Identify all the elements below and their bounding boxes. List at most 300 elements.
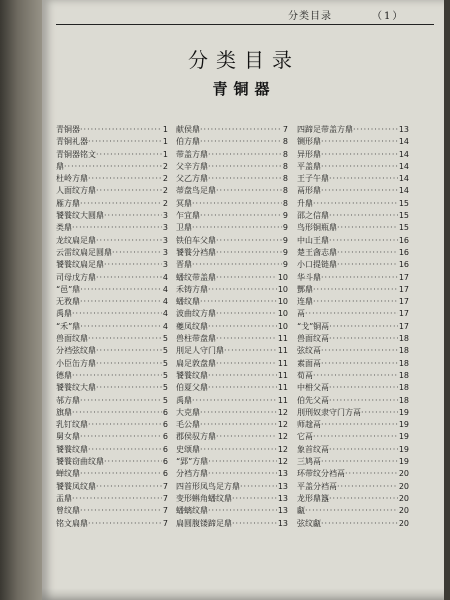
index-entry <box>56 382 168 394</box>
entry-title: 饕餮纹鼎 <box>176 370 208 380</box>
entry-title: 饕餮窃曲纹鼎 <box>56 457 104 467</box>
entry-title: 铡形鼎 <box>297 137 321 147</box>
index-entry <box>56 308 168 320</box>
leader-dots <box>232 493 277 505</box>
entry-page-number: 11 <box>277 370 288 380</box>
index-entry <box>176 333 288 345</box>
index-entry <box>176 505 288 517</box>
entry-page-number: 2 <box>162 174 168 184</box>
leader-dots <box>208 456 277 468</box>
entry-page-number: 12 <box>277 432 288 442</box>
entry-page-number: 17 <box>398 309 409 319</box>
leader-dots <box>104 210 162 222</box>
entry-title: 舅女鼎 <box>56 432 80 442</box>
index-entry <box>176 235 288 247</box>
entry-page-number: 8 <box>282 198 288 208</box>
leader-dots <box>353 124 398 136</box>
entry-title: 荀鬲 <box>297 370 313 380</box>
entry-page-number: 20 <box>398 481 409 491</box>
entry-title: 父辛方鼎 <box>176 161 208 171</box>
entry-page-number: 12 <box>277 457 288 467</box>
entry-page-number: 8 <box>282 186 288 196</box>
entry-page-number: 13 <box>277 493 288 503</box>
entry-page-number: 6 <box>162 432 168 442</box>
leader-dots <box>321 358 398 370</box>
entry-page-number: 4 <box>162 272 168 282</box>
entry-page-number: 1 <box>162 149 168 159</box>
leader-dots <box>313 198 398 210</box>
index-entry <box>176 518 288 530</box>
index-entry <box>56 136 168 148</box>
leader-dots <box>80 505 162 517</box>
book-spine-edge <box>0 0 44 600</box>
index-entry <box>297 161 409 173</box>
entry-page-number: 13 <box>277 481 288 491</box>
leader-dots <box>64 161 162 173</box>
entry-page-number: 10 <box>277 297 288 307</box>
entry-title: 夔凤纹鼎 <box>176 321 208 331</box>
index-entry <box>176 124 288 136</box>
entry-page-number: 17 <box>398 297 409 307</box>
entry-title: 父乙方鼎 <box>176 174 208 184</box>
leader-dots <box>329 210 398 222</box>
entry-title: 晋鼎 <box>176 260 192 270</box>
entry-page-number: 5 <box>162 346 168 356</box>
leader-dots <box>305 505 398 517</box>
leader-dots <box>232 518 277 530</box>
leader-dots <box>200 419 277 431</box>
leader-dots <box>305 308 398 320</box>
leader-dots <box>80 468 162 480</box>
leader-dots <box>216 333 277 345</box>
entry-title: “郢”方鼎 <box>176 457 209 467</box>
index-entry <box>176 259 288 271</box>
leader-dots <box>208 382 277 394</box>
entry-page-number: 6 <box>162 407 168 417</box>
entry-title: 变形蝌角蟠纹鼎 <box>176 493 232 503</box>
entry-title: 中枏父鬲 <box>297 383 329 393</box>
leader-dots <box>80 431 162 443</box>
page-title: 分类目录 <box>188 48 300 72</box>
entry-title: 献侯鼎 <box>176 125 200 134</box>
leader-dots <box>80 395 162 407</box>
index-column-1 <box>56 124 168 530</box>
entry-title: 邿方鼎 <box>56 395 80 405</box>
entry-title: 乍宜鼎 <box>176 211 200 221</box>
index-entry <box>56 149 168 161</box>
index-entry <box>56 407 168 419</box>
entry-title: 它鬲 <box>297 432 313 442</box>
entry-page-number: 6 <box>162 444 168 454</box>
leader-dots <box>321 518 398 530</box>
index-entry <box>56 395 168 407</box>
index-entry <box>56 247 168 259</box>
leader-dots <box>321 161 398 173</box>
leader-dots <box>345 468 398 480</box>
entry-title: 饕餮纹鼎 <box>56 444 88 454</box>
entry-title: 禹鼎 <box>176 395 192 405</box>
entry-title: 分裆方鼎 <box>176 469 208 479</box>
index-entry <box>56 321 168 333</box>
entry-page-number: 11 <box>277 383 288 393</box>
entry-page-number: 12 <box>277 444 288 454</box>
index-entry <box>176 382 288 394</box>
index-entry <box>297 518 409 530</box>
index-entry <box>176 198 288 210</box>
index-entry <box>56 505 168 517</box>
index-entry <box>176 210 288 222</box>
entry-title: 饕餮纹大鼎 <box>56 383 96 393</box>
leader-dots <box>200 136 282 148</box>
entry-title: 铭文扁鼎 <box>56 518 88 528</box>
index-entry <box>56 431 168 443</box>
entry-page-number: 5 <box>162 358 168 368</box>
entry-title: 中山王鼎 <box>297 235 329 245</box>
entry-page-number: 9 <box>282 247 288 257</box>
entry-page-number: 10 <box>277 309 288 319</box>
leader-dots <box>208 173 282 185</box>
entry-title: 郡侯驭方鼎 <box>176 432 216 442</box>
entry-page-number: 8 <box>282 161 288 171</box>
book-right-edge <box>444 0 450 600</box>
leader-dots <box>72 370 162 382</box>
leader-dots <box>216 185 282 197</box>
entry-page-number: 19 <box>398 444 409 454</box>
leader-dots <box>337 481 398 493</box>
entry-title: 平盖分裆鬲 <box>297 481 337 491</box>
index-entry <box>297 259 409 271</box>
leader-dots <box>216 247 282 259</box>
entry-title: 波曲纹方鼎 <box>176 309 216 319</box>
index-entry <box>297 505 409 517</box>
entry-page-number: 3 <box>162 260 168 270</box>
entry-page-number: 10 <box>277 272 288 282</box>
entry-title: 无敄鼎 <box>56 297 80 307</box>
entry-page-number: 20 <box>398 506 409 516</box>
index-entry <box>56 198 168 210</box>
entry-page-number: 14 <box>398 186 409 196</box>
entry-title: 卫鼎 <box>176 223 192 233</box>
index-entry <box>56 222 168 234</box>
entry-title: 饕餮纹扁足鼎 <box>56 260 104 270</box>
leader-dots <box>208 321 277 333</box>
entry-page-number: 2 <box>162 186 168 196</box>
index-entry <box>176 247 288 259</box>
entry-page-number: 6 <box>162 469 168 479</box>
entry-title: 升鼎 <box>297 198 313 208</box>
index-entry <box>297 136 409 148</box>
entry-page-number: 11 <box>277 395 288 405</box>
leader-dots <box>329 444 398 456</box>
index-entry <box>297 468 409 480</box>
index-entry <box>176 493 288 505</box>
index-entry <box>297 321 409 333</box>
leader-dots <box>224 345 277 357</box>
entry-title: 小口提链鼎 <box>297 260 337 270</box>
entry-title: 蟠螭纹鼎 <box>176 506 208 516</box>
index-entry <box>176 456 288 468</box>
entry-title: “戈”铜鬲 <box>297 321 330 331</box>
entry-page-number: 3 <box>162 223 168 233</box>
index-entry <box>297 247 409 259</box>
entry-title: 师趛鬲 <box>297 420 321 430</box>
entry-page-number: 12 <box>277 407 288 417</box>
leader-dots <box>96 235 162 247</box>
leader-dots <box>96 345 162 357</box>
entry-title: 鬲 <box>297 309 305 319</box>
index-entry <box>56 370 168 382</box>
leader-dots <box>88 173 162 185</box>
entry-title: 环带纹分裆鬲 <box>297 469 345 479</box>
index-entry <box>297 407 409 419</box>
leader-dots <box>208 161 282 173</box>
section-title: 青铜器 <box>212 80 276 98</box>
leader-dots <box>321 456 398 468</box>
entry-title: 冥鼎 <box>176 198 192 208</box>
leader-dots <box>216 431 277 443</box>
leader-dots <box>104 456 162 468</box>
entry-title: 酆鼎 <box>297 284 313 294</box>
index-entry <box>176 136 288 148</box>
index-entry <box>176 407 288 419</box>
entry-page-number: 7 <box>282 125 288 134</box>
entry-title: 司母戊方鼎 <box>56 272 96 282</box>
entry-title: 王子午鼎 <box>297 174 329 184</box>
index-entry <box>176 161 288 173</box>
entry-page-number: 15 <box>398 198 409 208</box>
entry-page-number: 6 <box>162 457 168 467</box>
leader-dots <box>329 493 398 505</box>
index-entry <box>176 481 288 493</box>
index-entry <box>176 284 288 296</box>
leader-dots <box>200 444 277 456</box>
entry-title: 蒂盘鸟足鼎 <box>176 186 216 196</box>
entry-title: 兽面纹鬲 <box>297 334 329 344</box>
entry-title: 小臣缶方鼎 <box>56 358 96 368</box>
entry-title: 伯先父鬲 <box>297 395 329 405</box>
leader-dots <box>313 284 398 296</box>
entry-page-number: 18 <box>398 346 409 356</box>
entry-title: 云雷纹扁足圆鼎 <box>56 247 112 257</box>
entry-page-number: 15 <box>398 211 409 221</box>
index-entry <box>176 149 288 161</box>
entry-title: 铁伯车父鼎 <box>176 235 216 245</box>
index-entry <box>297 358 409 370</box>
index-entry <box>297 235 409 247</box>
entry-page-number: 11 <box>277 358 288 368</box>
leader-dots <box>88 419 162 431</box>
entry-title: 龙形鼎簋 <box>297 493 329 503</box>
entry-title: 扁圆腹镂蹄足鼎 <box>176 518 232 528</box>
entry-title: 象首纹鬲 <box>297 444 329 454</box>
leader-dots <box>96 481 162 493</box>
entry-page-number: 19 <box>398 457 409 467</box>
index-entry <box>297 382 409 394</box>
leader-dots <box>104 259 162 271</box>
entry-title: 分裆弦纹鼎 <box>56 346 96 356</box>
leader-dots <box>321 185 398 197</box>
entry-page-number: 20 <box>398 493 409 503</box>
leader-dots <box>321 136 398 148</box>
entry-page-number: 7 <box>162 493 168 503</box>
leader-dots <box>88 333 162 345</box>
entry-page-number: 3 <box>162 247 168 257</box>
entry-page-number: 5 <box>162 370 168 380</box>
leader-dots <box>192 222 282 234</box>
page-header <box>42 0 446 28</box>
leader-dots <box>216 358 277 370</box>
entry-title: 饕餮纹大圆鼎 <box>56 211 104 221</box>
entry-title: 素面鬲 <box>297 358 321 368</box>
index-entry <box>176 222 288 234</box>
index-entry <box>56 173 168 185</box>
entry-title: 蟠纹鼎 <box>176 297 200 307</box>
leader-dots <box>329 235 398 247</box>
leader-dots <box>112 247 162 259</box>
leader-dots <box>361 407 398 419</box>
leader-dots <box>80 198 162 210</box>
entry-page-number: 17 <box>398 321 409 331</box>
entry-title: 龙纹扁足鼎 <box>56 235 96 245</box>
leader-dots <box>321 419 398 431</box>
entry-title: 连鼎 <box>297 297 313 307</box>
entry-page-number: 8 <box>282 174 288 184</box>
entry-title: 异形鼎 <box>297 149 321 159</box>
index-entry <box>176 296 288 308</box>
leader-dots <box>208 149 282 161</box>
leader-dots <box>96 382 162 394</box>
leader-dots <box>329 395 398 407</box>
index-entry <box>297 493 409 505</box>
leader-dots <box>208 370 277 382</box>
index-column-3 <box>297 124 409 530</box>
entry-page-number: 16 <box>398 235 409 245</box>
index-entry <box>297 456 409 468</box>
page-number: （1） <box>372 11 405 22</box>
entry-page-number: 18 <box>398 334 409 344</box>
index-entry <box>176 468 288 480</box>
entry-page-number: 1 <box>162 125 168 134</box>
entry-page-number: 5 <box>162 395 168 405</box>
index-entry <box>297 185 409 197</box>
index-entry <box>297 431 409 443</box>
entry-title: 旗鼎 <box>56 407 72 417</box>
entry-page-number: 14 <box>398 149 409 159</box>
leader-dots <box>321 149 398 161</box>
entry-title: 类鼎 <box>56 223 72 233</box>
entry-title: 弦纹鬲 <box>297 346 321 356</box>
entry-title: 兽柱带盘鼎 <box>176 334 216 344</box>
leader-dots <box>321 345 398 357</box>
entry-page-number: 10 <box>277 321 288 331</box>
index-entry <box>297 395 409 407</box>
leader-dots <box>200 124 282 136</box>
index-entry <box>297 198 409 210</box>
entry-page-number: 4 <box>162 284 168 294</box>
entry-title: 甗 <box>297 506 305 516</box>
index-entry <box>176 370 288 382</box>
index-entry <box>297 284 409 296</box>
index-entry <box>56 419 168 431</box>
entry-title: 鬲形鼎 <box>297 186 321 196</box>
entry-title: 平盖鼎 <box>297 161 321 171</box>
entry-page-number: 9 <box>282 260 288 270</box>
index-entry <box>56 345 168 357</box>
leader-dots <box>88 518 162 530</box>
entry-page-number: 15 <box>398 223 409 233</box>
entry-title: 刖刑奴隶守门方鬲 <box>297 407 361 417</box>
index-entry <box>56 124 168 136</box>
leader-dots <box>80 296 162 308</box>
index-entry <box>56 259 168 271</box>
index-entry <box>56 296 168 308</box>
entry-title: 邵之信鼎 <box>297 211 329 221</box>
entry-page-number: 3 <box>162 235 168 245</box>
leader-dots <box>200 296 277 308</box>
leader-dots <box>313 370 398 382</box>
index-entry <box>176 444 288 456</box>
index-entry <box>297 222 409 234</box>
entry-page-number: 7 <box>162 506 168 516</box>
entry-page-number: 19 <box>398 407 409 417</box>
entry-page-number: 18 <box>398 370 409 380</box>
index-entry <box>56 481 168 493</box>
entry-page-number: 10 <box>277 284 288 294</box>
entry-page-number: 17 <box>398 284 409 294</box>
entry-title: 饕餮分裆鼎 <box>176 247 216 257</box>
entry-page-number: 5 <box>162 383 168 393</box>
leader-dots <box>313 431 398 443</box>
entry-title: 饕餮凤纹鼎 <box>56 481 96 491</box>
entry-title: 四首形凤鸟足方鼎 <box>176 481 240 491</box>
entry-page-number: 9 <box>282 223 288 233</box>
index-entry <box>297 210 409 222</box>
entry-title: 曾纹鼎 <box>56 506 80 516</box>
leader-dots <box>208 284 277 296</box>
index-entry <box>176 431 288 443</box>
entry-page-number: 14 <box>398 174 409 184</box>
index-entry <box>56 161 168 173</box>
leader-dots <box>208 505 277 517</box>
entry-page-number: 5 <box>162 334 168 344</box>
index-entry <box>297 481 409 493</box>
entry-page-number: 13 <box>277 469 288 479</box>
entry-page-number: 12 <box>277 420 288 430</box>
entry-page-number: 7 <box>162 518 168 528</box>
entry-page-number: 14 <box>398 137 409 147</box>
index-entry <box>176 173 288 185</box>
index-column-2 <box>176 124 288 530</box>
entry-page-number: 16 <box>398 260 409 270</box>
leader-dots <box>208 468 277 480</box>
entry-title: “邑”鼎 <box>56 284 81 294</box>
entry-page-number: 2 <box>162 161 168 171</box>
leader-dots <box>216 308 277 320</box>
entry-page-number: 18 <box>398 395 409 405</box>
index-entry <box>297 124 409 136</box>
entry-page-number: 14 <box>398 161 409 171</box>
leader-dots <box>192 395 277 407</box>
index-entry <box>56 235 168 247</box>
entry-page-number: 20 <box>398 469 409 479</box>
entry-title: 人面纹方鼎 <box>56 186 96 196</box>
entry-page-number: 13 <box>277 506 288 516</box>
entry-title: 杜岭方鼎 <box>56 174 88 184</box>
entry-page-number: 13 <box>398 125 409 134</box>
entry-page-number: 8 <box>282 149 288 159</box>
entry-title: 鸟形铜瓶鼎 <box>297 223 337 233</box>
index-entry <box>176 185 288 197</box>
